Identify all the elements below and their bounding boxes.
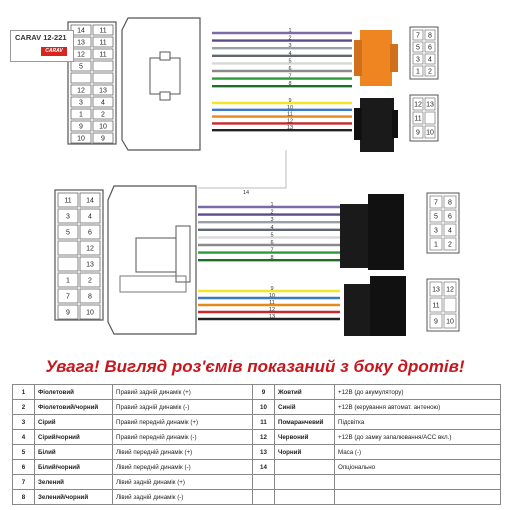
pin-number: 9 [416,129,420,137]
legend-cell-n2 [253,475,275,490]
pin-number: 3 [66,213,70,221]
pin-number: 7 [66,293,70,301]
pin-number: 12 [86,245,94,253]
model-name: CARAV 12-221 [15,33,67,42]
pin-number: 9 [79,123,83,131]
pin-number: 13 [99,87,107,95]
pin-number: 12 [77,87,85,95]
pin-number: 1 [79,111,83,119]
legend-cell-d1: Правий передній динамік (+) [113,415,253,430]
pin-number: 2 [101,111,105,119]
wire-number: 6 [270,240,274,246]
bottom-wire-bundle-b [198,286,340,320]
pin-cell [58,241,78,255]
legend-cell-c2: Помаранчевий [275,415,335,430]
legend-row [13,400,501,415]
legend-cell-n2: 10 [253,400,275,415]
legend-cell-n2: 11 [253,415,275,430]
wire-number: 1 [288,28,292,34]
wire-number: 5 [270,232,274,239]
wire-number: 2 [270,209,274,216]
pin-cell [71,73,91,83]
pin-number: 7 [416,32,420,40]
top-pin-connector [68,22,116,144]
wire-number: 4 [288,50,292,57]
pin-number: 10 [99,123,107,131]
wire-number: 10 [286,104,294,111]
svg-text:14: 14 [243,190,250,196]
legend-cell-n1: 7 [13,475,35,490]
wire-14 [198,150,286,196]
legend-cell-c1: Білий [35,445,113,460]
legend-cell-c1: Фіолетовий/чорний [35,400,113,415]
pin-number: 10 [86,309,94,317]
wire-number: 11 [269,300,275,306]
pin-number: 12 [414,101,422,109]
pin-cell [58,257,78,271]
pin-number: 10 [77,135,85,143]
top-connector-housing [122,18,200,150]
legend-cell-d2: +12В (керування автомат. антеною) [335,400,501,415]
pin-number: 5 [416,44,420,52]
legend-cell-n2: 9 [253,385,275,400]
pin-number: 14 [77,27,85,35]
pin-number: 4 [88,213,92,221]
pin-number: 3 [416,56,420,64]
legend-cell-n1: 2 [13,400,35,415]
legend-cell-d2: +12В (до акумулятору) [335,385,501,400]
pin-cell [93,61,113,71]
legend-cell-c1: Сірий/чорний [35,430,113,445]
pin-number: 13 [77,39,85,47]
legend-cell-c1: Зелений [35,475,113,490]
wire-number: 4 [270,224,274,231]
legend-cell-n2: 13 [253,445,275,460]
legend-cell-c2 [275,460,335,475]
pin-number: 5 [434,213,438,221]
legend-cell-n1: 8 [13,490,35,505]
pin-number: 9 [101,135,105,143]
top-wire-bundle-a [212,28,352,87]
legend-cell-d1: Правий передній динамік (-) [113,430,253,445]
legend-cell-n1: 5 [13,445,35,460]
pin-number: 12 [446,286,454,294]
pin-number: 4 [448,227,452,235]
wire-number: 3 [270,217,274,224]
pin-number: 13 [86,261,94,269]
pin-number: 10 [446,318,454,326]
legend-cell-d1: Лівий передній динамік (-) [113,460,253,475]
wire-number: 9 [270,286,274,292]
legend-cell-c2 [275,490,335,505]
pin-number: 8 [448,199,452,207]
legend-cell-c1: Сірий [35,415,113,430]
pin-number: 3 [79,99,83,107]
pin-number: 6 [88,229,92,237]
legend-cell-c2: Чорний [275,445,335,460]
wire-number: 9 [288,98,292,104]
wire-number: 11 [287,111,293,118]
pin-number: 5 [66,229,70,237]
brand-logo: CARAV [41,47,67,56]
orange-pin-layout [410,27,438,79]
wire-number: 8 [288,81,292,88]
pin-number: 11 [414,115,422,123]
wire-number: 7 [270,247,274,254]
legend-cell-d1: Правий задній динамік (+) [113,385,253,400]
bottom-pin-connector [55,190,103,320]
pin-number: 13 [432,286,440,294]
legend-cell-c1: Зелений/чорний [35,490,113,505]
legend-row [13,445,501,460]
pin-number: 3 [434,227,438,235]
pin-number: 14 [86,197,94,205]
legend-cell-c1: Білий/чорний [35,460,113,475]
legend-cell-n1: 6 [13,460,35,475]
legend-cell-c2: Жовтий [275,385,335,400]
legend-cell-n2: 12 [253,430,275,445]
wire-number: 7 [288,73,292,80]
wire-number: 13 [286,125,294,132]
wire-number: 12 [286,118,294,125]
wire-number: 2 [288,35,292,42]
legend-row [13,415,501,430]
pin-number: 1 [434,241,438,249]
legend-cell-d2: Підсвітка [335,415,501,430]
pin-number: 4 [101,99,105,107]
legend-cell-d2: Маса (-) [335,445,501,460]
legend-cell-c2: Червоний [275,430,335,445]
pin-number: 4 [428,56,432,64]
pin-cell [93,73,113,83]
legend-cell-d1: Лівий передній динамік (+) [113,445,253,460]
wire-number: 5 [288,58,292,65]
warning-text: Увага! Вигляд роз'ємів показаний з боку дротів! [45,357,465,376]
pin-number: 8 [88,293,92,301]
legend-row [13,475,501,490]
legend-cell-d1: Лівий задній динамік (-) [113,490,253,505]
wire-number: 12 [268,307,276,313]
bottom-connector-housing [108,186,196,334]
legend-cell-d2: Опціонально [335,460,501,475]
top-wire-bundle-b [212,98,352,131]
pin-number: 10 [426,129,434,137]
pin-number: 12 [77,51,85,59]
legend-cell-d2: +12В (до замку запалювання/ACC вкл.) [335,430,501,445]
wire-number: 10 [268,293,276,299]
pin-number: 9 [66,309,70,317]
pin-number: 6 [448,213,452,221]
pin-number: 11 [99,27,107,35]
legend-cell-c2: Синій [275,400,335,415]
wire-number: 6 [288,66,292,72]
pin-number: 2 [428,68,432,76]
legend-cell-n1: 3 [13,415,35,430]
black-connector-bottom-b [344,276,406,336]
wire-number: 3 [288,43,292,50]
legend-row [13,490,501,505]
legend-cell-n1: 1 [13,385,35,400]
legend-cell-d1: Правий задній динамік (-) [113,400,253,415]
pin-number: 11 [64,197,72,205]
legend-cell-d2 [335,475,501,490]
legend-row [13,385,501,400]
pin-number: 2 [88,277,92,285]
white-pin-layout-top [427,193,459,253]
pin-number: 8 [428,32,432,40]
legend-cell-c1: Фіолетовий [35,385,113,400]
pin-number: 5 [79,63,83,71]
black-connector-bottom-a [340,194,404,270]
pin-number: 9 [434,318,438,326]
pin-number: 11 [99,51,107,59]
pin-number: 6 [428,44,432,52]
wire-number: 1 [270,202,274,208]
legend-cell-n2: 14 [253,460,275,475]
legend-cell-n1: 4 [13,430,35,445]
pin-number: 11 [99,39,107,47]
legend-row [13,460,501,475]
pin-number: 13 [426,101,434,109]
bottom-wire-bundle-a [198,202,340,261]
wire-number: 8 [270,255,274,262]
pin-number: 1 [416,68,420,76]
pin-number: 1 [66,277,70,285]
legend-cell-c2 [275,475,335,490]
white-pin-layout-bottom [427,279,459,331]
orange-connector [354,30,398,86]
legend-cell-n2 [253,490,275,505]
legend-cell-d2 [335,490,501,505]
legend-cell-d1: Лівий задній динамік (+) [113,475,253,490]
wire-number: 13 [268,314,276,320]
pin-number: 7 [434,199,438,207]
product-label [10,30,74,62]
pin-number: 11 [432,302,440,310]
black-connector-top [354,98,398,152]
pin-number: 2 [448,241,452,249]
black-pin-layout [410,95,438,141]
wire-legend-table [12,384,501,505]
legend-row [13,430,501,445]
